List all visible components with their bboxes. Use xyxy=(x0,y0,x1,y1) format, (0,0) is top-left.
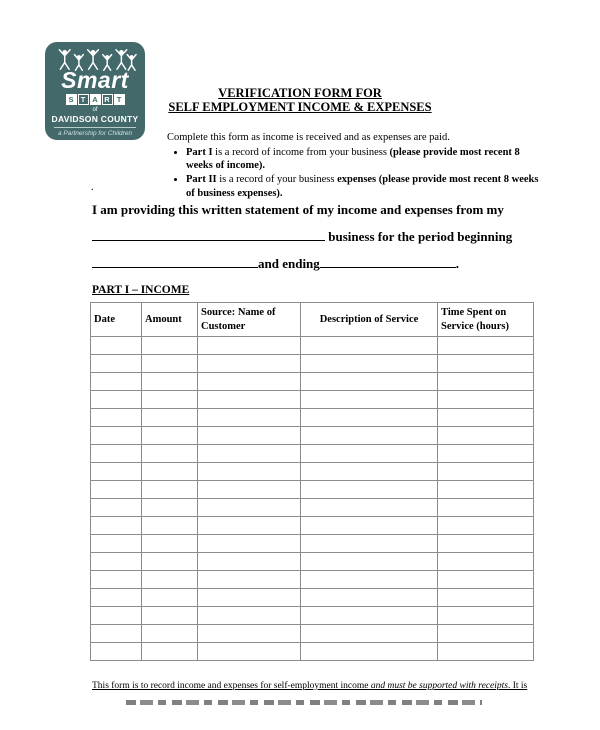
instructions-intro: Complete this form as income is received and as expenses are paid. xyxy=(167,132,450,143)
empty-cell xyxy=(301,391,438,409)
footer-note xyxy=(92,680,540,692)
empty-cell xyxy=(301,607,438,625)
table-row xyxy=(91,553,534,571)
instruction-part1 xyxy=(186,146,541,173)
empty-cell xyxy=(142,553,198,571)
col-header-time-spent: Time Spent on Service (hours) xyxy=(438,303,534,337)
empty-cell xyxy=(301,625,438,643)
period-end-blank xyxy=(320,253,456,268)
statement-line3-mid: and ending xyxy=(258,256,320,271)
empty-cell xyxy=(301,553,438,571)
empty-cell xyxy=(91,571,142,589)
form-title-line2: SELF EMPLOYMENT INCOME & EXPENSES xyxy=(168,100,432,114)
empty-cell xyxy=(198,481,301,499)
logo-smart-text: Smart xyxy=(61,67,129,93)
empty-cell xyxy=(198,445,301,463)
statement-line2-text: business for the period beginning xyxy=(325,229,513,244)
table-row xyxy=(91,499,534,517)
empty-cell xyxy=(198,427,301,445)
empty-cell xyxy=(438,643,534,661)
empty-cell xyxy=(198,355,301,373)
empty-cell xyxy=(438,499,534,517)
part1-middle: is a record of income from your business xyxy=(212,146,390,158)
empty-cell xyxy=(198,589,301,607)
empty-cell xyxy=(142,355,198,373)
table-row xyxy=(91,643,534,661)
table-row xyxy=(91,535,534,553)
empty-cell xyxy=(198,391,301,409)
empty-cell xyxy=(438,391,534,409)
empty-cell xyxy=(198,463,301,481)
empty-cell xyxy=(198,553,301,571)
footer-text-end: . It is xyxy=(507,681,528,691)
empty-cell xyxy=(198,607,301,625)
logo-tile-s: S xyxy=(66,94,77,105)
table-row xyxy=(91,571,534,589)
footer-text-start: This form is to record income and expenses for self-employment income xyxy=(92,681,371,691)
business-name-blank xyxy=(92,226,325,241)
empty-cell xyxy=(198,571,301,589)
logo-tile-t: T xyxy=(78,94,89,105)
empty-cell xyxy=(142,391,198,409)
empty-cell xyxy=(301,643,438,661)
empty-cell xyxy=(301,445,438,463)
empty-cell xyxy=(438,481,534,499)
instructions-list xyxy=(173,146,541,201)
income-table xyxy=(90,302,534,661)
statement-line3-period: . xyxy=(455,256,460,271)
empty-cell xyxy=(142,607,198,625)
part1-bold-tail: (please provide most recent 8 weeks of income). xyxy=(186,146,520,172)
empty-cell xyxy=(438,337,534,355)
empty-cell xyxy=(142,409,198,427)
table-row xyxy=(91,481,534,499)
empty-cell xyxy=(198,517,301,535)
empty-cell xyxy=(91,463,142,481)
empty-cell xyxy=(91,337,142,355)
empty-cell xyxy=(438,625,534,643)
footer-text-italic: and must be supported with receipts xyxy=(370,681,508,691)
period-start-blank xyxy=(92,253,258,268)
empty-cell xyxy=(91,355,142,373)
empty-cell xyxy=(438,463,534,481)
empty-cell xyxy=(438,535,534,553)
empty-cell xyxy=(198,643,301,661)
part1-lead: Part I xyxy=(186,146,213,158)
empty-cell xyxy=(91,499,142,517)
income-table-body xyxy=(91,337,534,661)
col-header-amount: Amount xyxy=(142,303,198,337)
table-row xyxy=(91,517,534,535)
empty-cell xyxy=(91,391,142,409)
instructions xyxy=(167,131,541,200)
empty-cell xyxy=(438,517,534,535)
empty-cell xyxy=(142,643,198,661)
table-row xyxy=(91,409,534,427)
statement-line3 xyxy=(92,250,542,277)
income-table-header-row xyxy=(91,303,534,337)
statement xyxy=(92,196,542,277)
empty-cell xyxy=(91,625,142,643)
part1-income-heading: PART I – INCOME xyxy=(92,284,190,296)
empty-cell xyxy=(142,499,198,517)
empty-cell xyxy=(142,481,198,499)
statement-line2 xyxy=(92,223,542,250)
empty-cell xyxy=(91,643,142,661)
logo-divider xyxy=(54,127,136,128)
part2-middle: is a record of your business xyxy=(216,173,338,185)
logo-tagline: a Partnership for Children xyxy=(57,129,133,137)
empty-cell xyxy=(301,481,438,499)
logo-tile-a: A xyxy=(90,94,101,105)
empty-cell xyxy=(91,535,142,553)
empty-cell xyxy=(438,571,534,589)
part2-lead: Part II xyxy=(186,173,217,185)
empty-cell xyxy=(91,427,142,445)
empty-cell xyxy=(438,445,534,463)
table-row xyxy=(91,445,534,463)
table-row xyxy=(91,373,534,391)
col-header-date: Date xyxy=(91,303,142,337)
empty-cell xyxy=(438,553,534,571)
empty-cell xyxy=(198,535,301,553)
logo-county-text: DAVIDSON COUNTY xyxy=(51,114,139,124)
empty-cell xyxy=(142,373,198,391)
empty-cell xyxy=(91,517,142,535)
footer-second-line-cutoff xyxy=(126,700,482,705)
empty-cell xyxy=(142,427,198,445)
empty-cell xyxy=(91,607,142,625)
empty-cell xyxy=(91,409,142,427)
empty-cell xyxy=(301,355,438,373)
empty-cell xyxy=(301,373,438,391)
empty-cell xyxy=(142,463,198,481)
table-row xyxy=(91,337,534,355)
empty-cell xyxy=(198,337,301,355)
empty-cell xyxy=(301,517,438,535)
part2-bold-tail: expenses (please provide most recent 8 weeks of business expenses). xyxy=(186,173,539,199)
table-row xyxy=(91,355,534,373)
logo-tile-r: R xyxy=(102,94,113,105)
empty-cell xyxy=(438,589,534,607)
empty-cell xyxy=(301,535,438,553)
empty-cell xyxy=(301,571,438,589)
table-row xyxy=(91,607,534,625)
empty-cell xyxy=(301,337,438,355)
empty-cell xyxy=(91,481,142,499)
empty-cell xyxy=(198,409,301,427)
empty-cell xyxy=(438,355,534,373)
empty-cell xyxy=(91,553,142,571)
table-row xyxy=(91,463,534,481)
empty-cell xyxy=(198,373,301,391)
empty-cell xyxy=(142,445,198,463)
col-header-source: Source: Name of Customer xyxy=(198,303,301,337)
empty-cell xyxy=(301,427,438,445)
empty-cell xyxy=(142,517,198,535)
stray-period: . xyxy=(91,182,94,193)
empty-cell xyxy=(91,373,142,391)
empty-cell xyxy=(142,625,198,643)
empty-cell xyxy=(142,571,198,589)
empty-cell xyxy=(438,607,534,625)
col-header-description: Description of Service xyxy=(301,303,438,337)
table-row xyxy=(91,391,534,409)
empty-cell xyxy=(438,427,534,445)
empty-cell xyxy=(91,589,142,607)
empty-cell xyxy=(438,409,534,427)
empty-cell xyxy=(438,373,534,391)
empty-cell xyxy=(198,499,301,517)
form-title-line1: VERIFICATION FORM FOR xyxy=(218,86,382,100)
empty-cell xyxy=(142,589,198,607)
empty-cell xyxy=(142,337,198,355)
empty-cell xyxy=(198,625,301,643)
empty-cell xyxy=(142,535,198,553)
empty-cell xyxy=(301,463,438,481)
empty-cell xyxy=(301,589,438,607)
table-row xyxy=(91,427,534,445)
logo-of-text: of xyxy=(92,107,98,113)
empty-cell xyxy=(301,499,438,517)
table-row xyxy=(91,589,534,607)
form-title xyxy=(0,86,600,114)
statement-line1: I am providing this written statement of my income and expenses from my xyxy=(92,202,504,217)
table-row xyxy=(91,625,534,643)
empty-cell xyxy=(91,445,142,463)
empty-cell xyxy=(301,409,438,427)
logo-tile-t2: T xyxy=(114,94,125,105)
